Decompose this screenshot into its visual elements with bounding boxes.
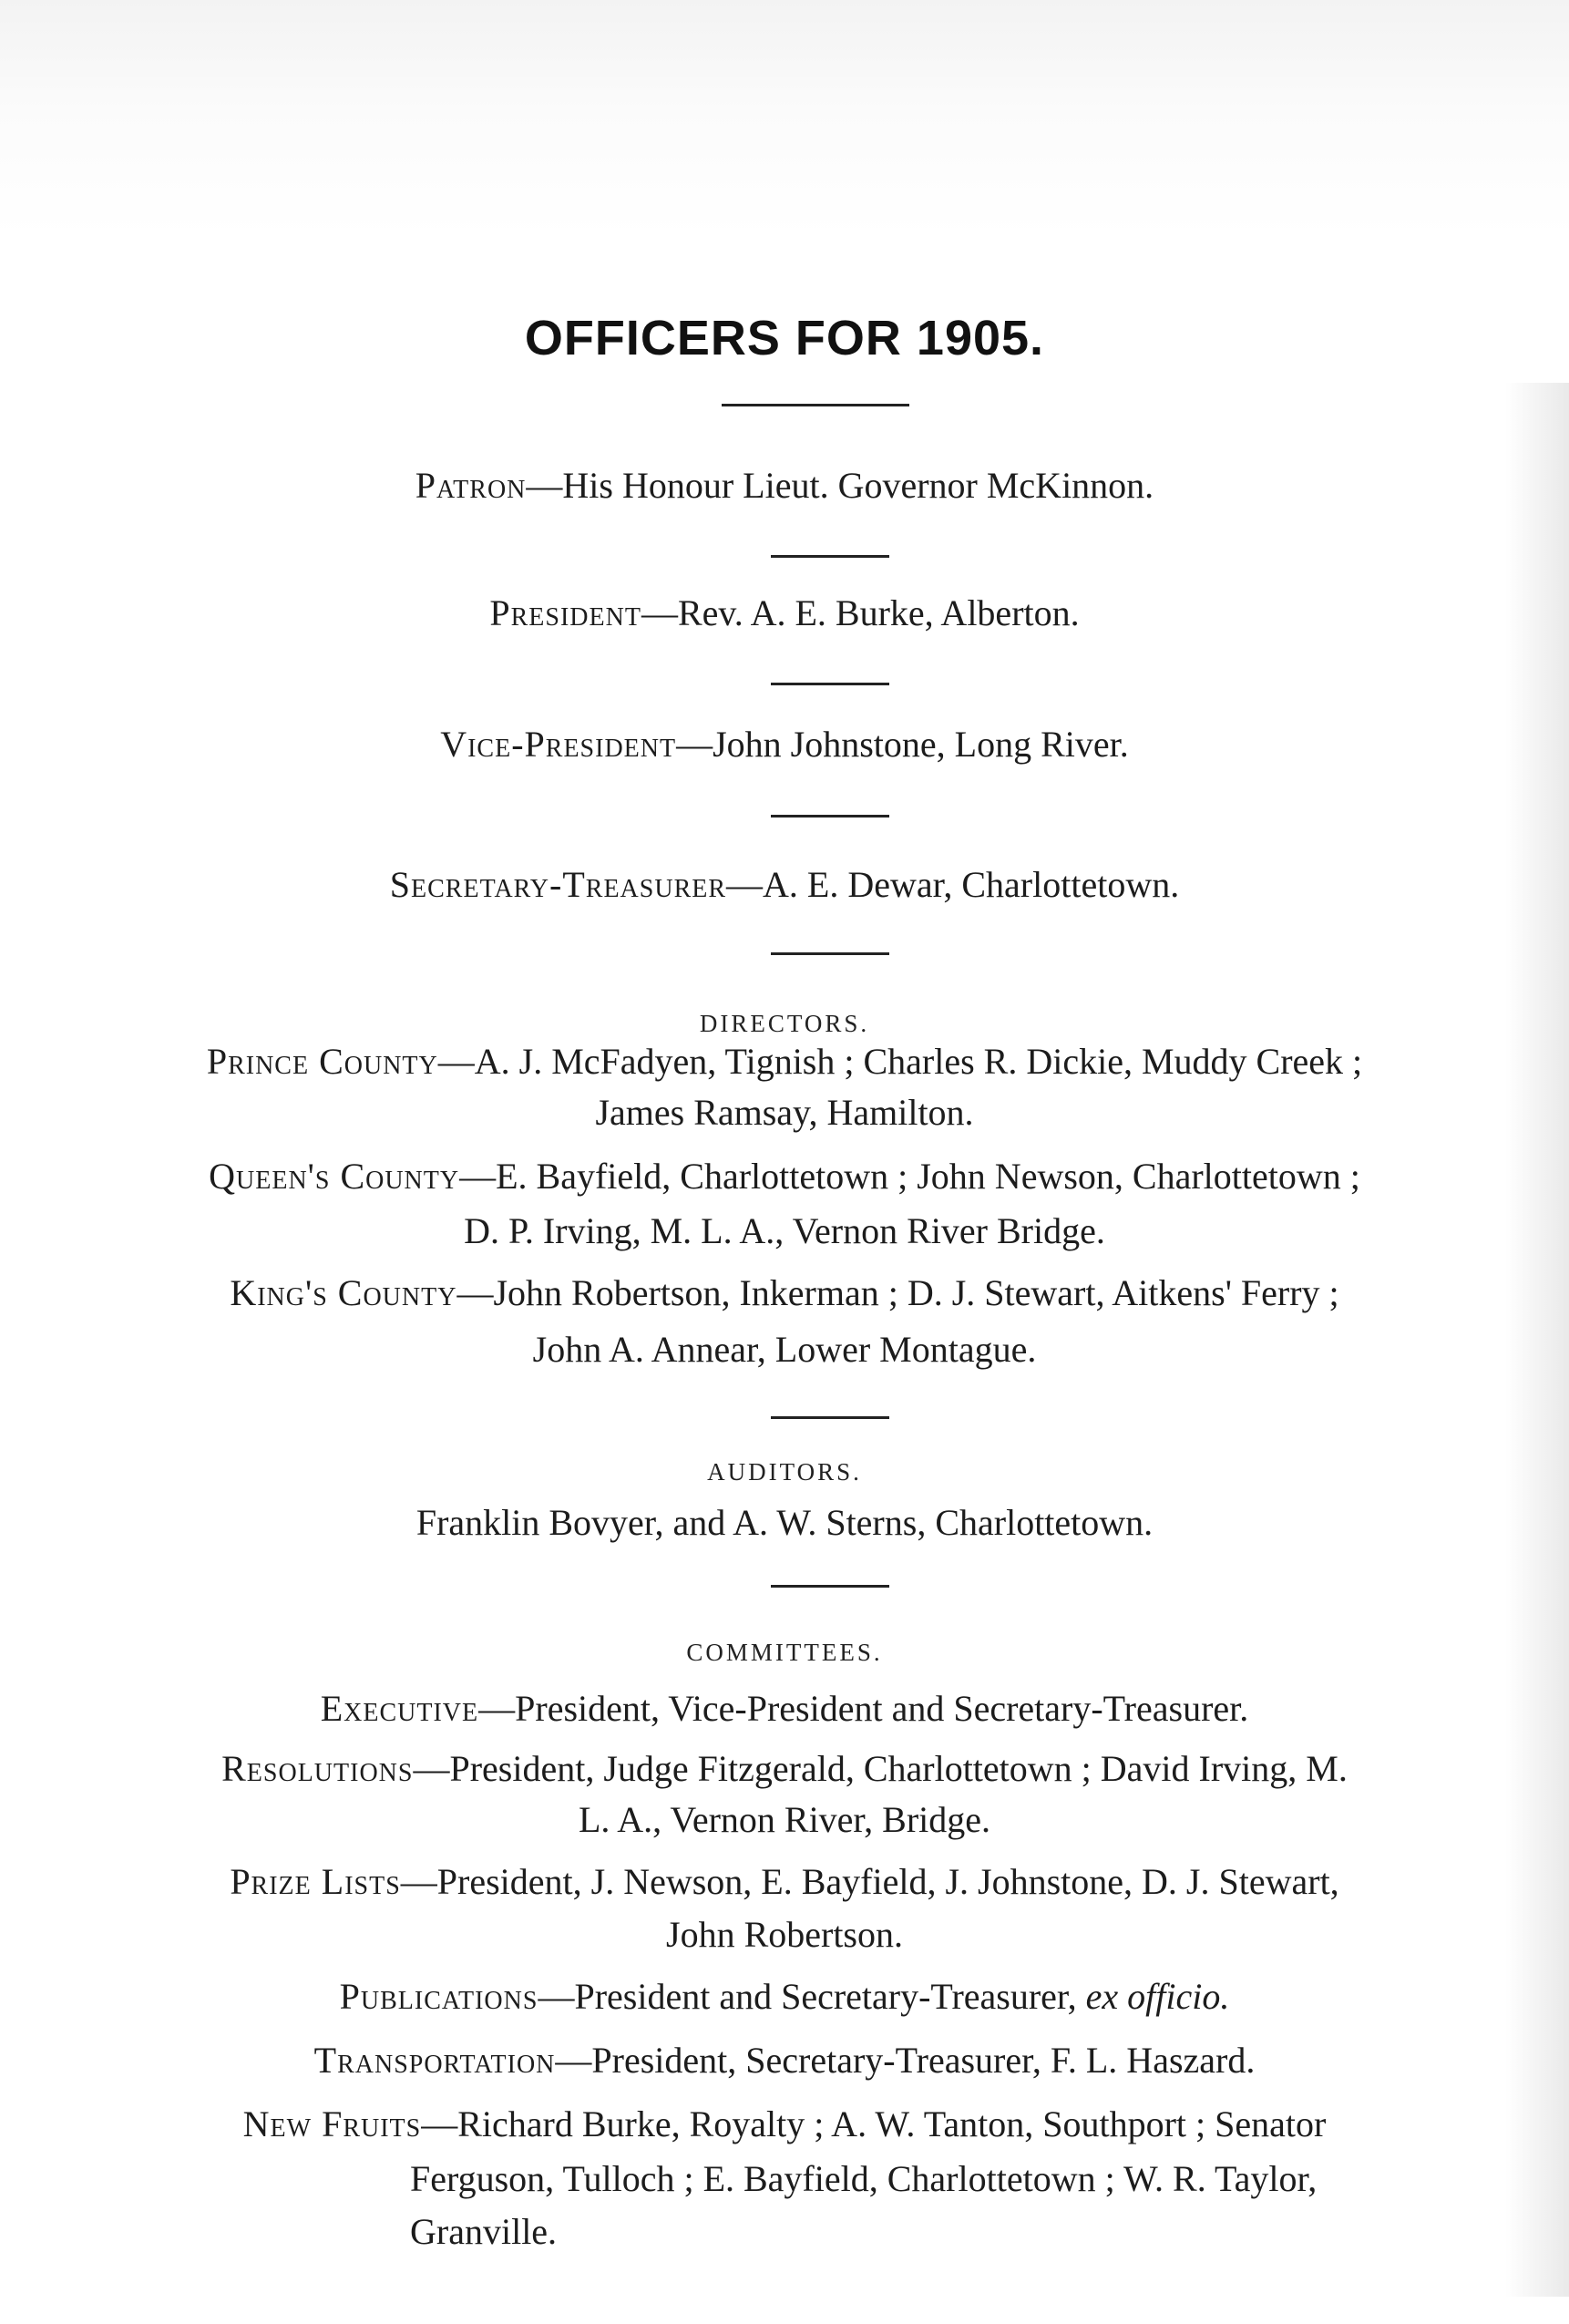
officer-president (0, 591, 1569, 636)
committee-resolutions: Resolutions—President, Judge Fitzgerald, Charlottetown ; David Irving, M. (221, 1748, 1348, 1789)
committee-name: Publications (339, 1976, 538, 2017)
county-name: King's County (230, 1272, 457, 1313)
committee-name: Transportation (313, 2040, 556, 2081)
director-entry: Queen's County—E. Bayfield, Charlottetown ; John Newson, Charlottetown ; (209, 1156, 1360, 1197)
committee-publications: Publications—President and Secretary-Treasurer, ex officio. (339, 1976, 1230, 2017)
officer-name: —John Johnstone, Long River. (676, 724, 1129, 765)
divider (771, 1585, 889, 1588)
committee-name: Resolutions (221, 1748, 414, 1789)
committee-name: Prize Lists (230, 1861, 401, 1902)
divider (722, 404, 909, 406)
divider (771, 1416, 889, 1419)
director-entry-continued: D. P. Irving, M. L. A., Vernon River Bridge. (464, 1210, 1105, 1251)
committee-new-fruits-continued: Ferguson, Tulloch ; E. Bayfield, Charlottetown ; W. R. Taylor, (410, 2158, 1318, 2199)
committee-name: Executive (320, 1688, 479, 1729)
officer-role: Patron (415, 465, 527, 506)
auditors-text: Franklin Bovyer, and A. W. Sterns, Charlottetown. (415, 1502, 1154, 1543)
director-entry: King's County—John Robertson, Inkerman ; D. J. Stewart, Aitkens' Ferry ; (230, 1272, 1339, 1313)
committee-new-fruits: New Fruits—Richard Burke, Royalty ; A. W. Tanton, Southport ; Senator (242, 2103, 1327, 2144)
divider (771, 683, 889, 685)
committee-transportation: Transportation—President, Secretary-Treasurer, F. L. Haszard. (313, 2040, 1256, 2081)
committee-new-fruits-continued: Granville. (410, 2211, 558, 2252)
director-entry-continued: John A. Annear, Lower Montague. (532, 1329, 1037, 1370)
committees-heading: COMMITTEES. (686, 1639, 883, 1666)
officer-name: —Rev. A. E. Burke, Alberton. (641, 592, 1080, 633)
officer-role: President (489, 592, 641, 633)
officer-name: —A. E. Dewar, Charlottetown. (726, 864, 1180, 905)
committee-name: New Fruits (242, 2103, 422, 2144)
officer-patron (0, 463, 1569, 509)
directors-heading: DIRECTORS. (699, 1010, 870, 1037)
officer-secretary-treasurer (0, 862, 1569, 908)
divider (771, 815, 889, 818)
committee-prize-lists: Prize Lists—President, J. Newson, E. Bayfield, J. Johnstone, D. J. Stewart, (230, 1861, 1339, 1902)
officer-name: —His Honour Lieut. Governor McKinnon. (526, 465, 1154, 506)
committee-executive: Executive—President, Vice-President and Secretary-Treasurer. (320, 1688, 1249, 1729)
county-name: Queen's County (209, 1156, 460, 1197)
committee-prize-lists-continued: John Robertson. (666, 1914, 903, 1955)
officer-role: Vice-President (440, 724, 677, 765)
officer-vice-president (0, 722, 1569, 767)
director-entry-continued: James Ramsay, Hamilton. (595, 1092, 974, 1133)
officer-role: Secretary-Treasurer (389, 864, 727, 905)
committee-resolutions-continued: L. A., Vernon River, Bridge. (578, 1799, 991, 1840)
county-name: Prince County (206, 1041, 438, 1082)
page-title: OFFICERS FOR 1905. (524, 311, 1045, 365)
director-entry: Prince County—A. J. McFadyen, Tignish ; Charles R. Dickie, Muddy Creek ; (206, 1041, 1363, 1082)
divider (771, 952, 889, 955)
auditors-heading: AUDITORS. (707, 1458, 862, 1486)
ex-officio-note: ex officio. (1085, 1976, 1230, 2017)
divider (771, 555, 889, 558)
